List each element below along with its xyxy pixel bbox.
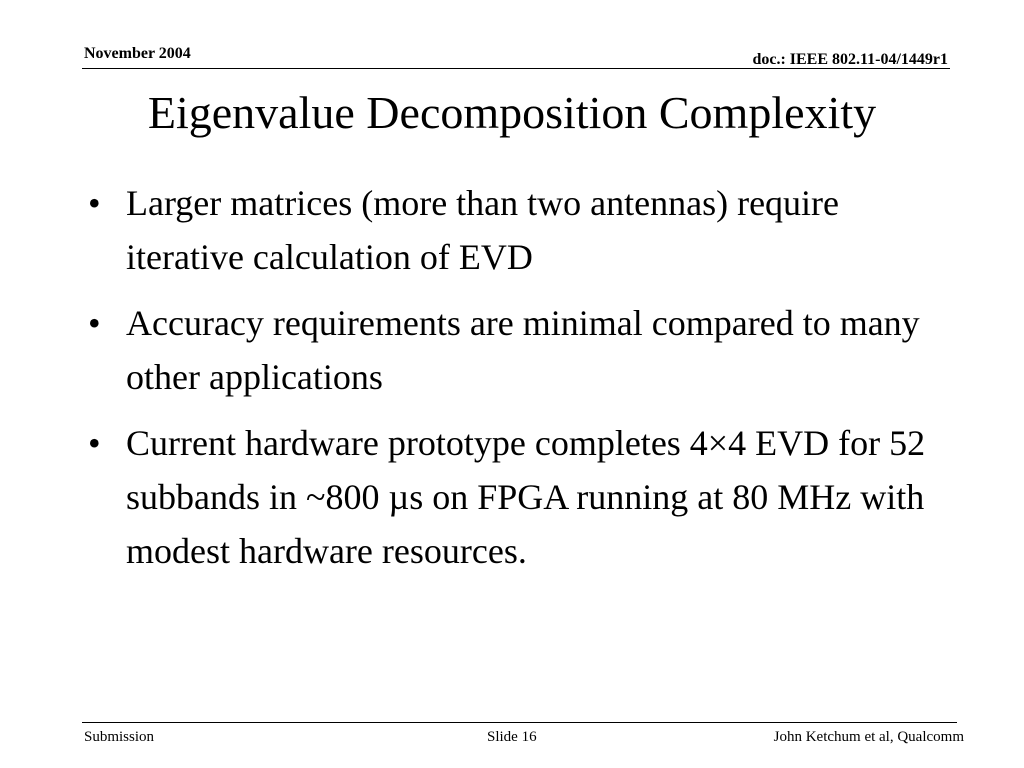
bullet-text: Current hardware prototype completes 4×4 EVD for 52 subbands in ~800 µs on FPGA running at 80 MHz with modest hardware resources.	[126, 423, 926, 571]
header-divider	[82, 68, 950, 69]
bullet-text: Accuracy requirements are minimal compared to many other applications	[126, 303, 920, 397]
header-date: November 2004	[84, 45, 191, 62]
bullet-icon: •	[88, 183, 101, 223]
footer-slide-number: Slide 16	[487, 729, 537, 745]
bullet-text: Larger matrices (more than two antennas) require iterative calculation of EVD	[126, 183, 840, 277]
footer-divider	[82, 722, 957, 723]
header-document-id: doc.: IEEE 802.11-04/1449r1	[752, 51, 948, 68]
slide-title: Eigenvalue Decomposition Complexity	[147, 87, 877, 138]
bullet-item	[86, 296, 946, 404]
bullet-icon: •	[88, 303, 101, 343]
bullet-icon: •	[88, 423, 101, 463]
footer-submission: Submission	[84, 729, 155, 745]
bullet-item	[86, 176, 946, 284]
bullet-item	[86, 416, 946, 578]
footer-author: John Ketchum et al, Qualcomm	[773, 729, 964, 745]
bullet-list	[86, 176, 946, 590]
